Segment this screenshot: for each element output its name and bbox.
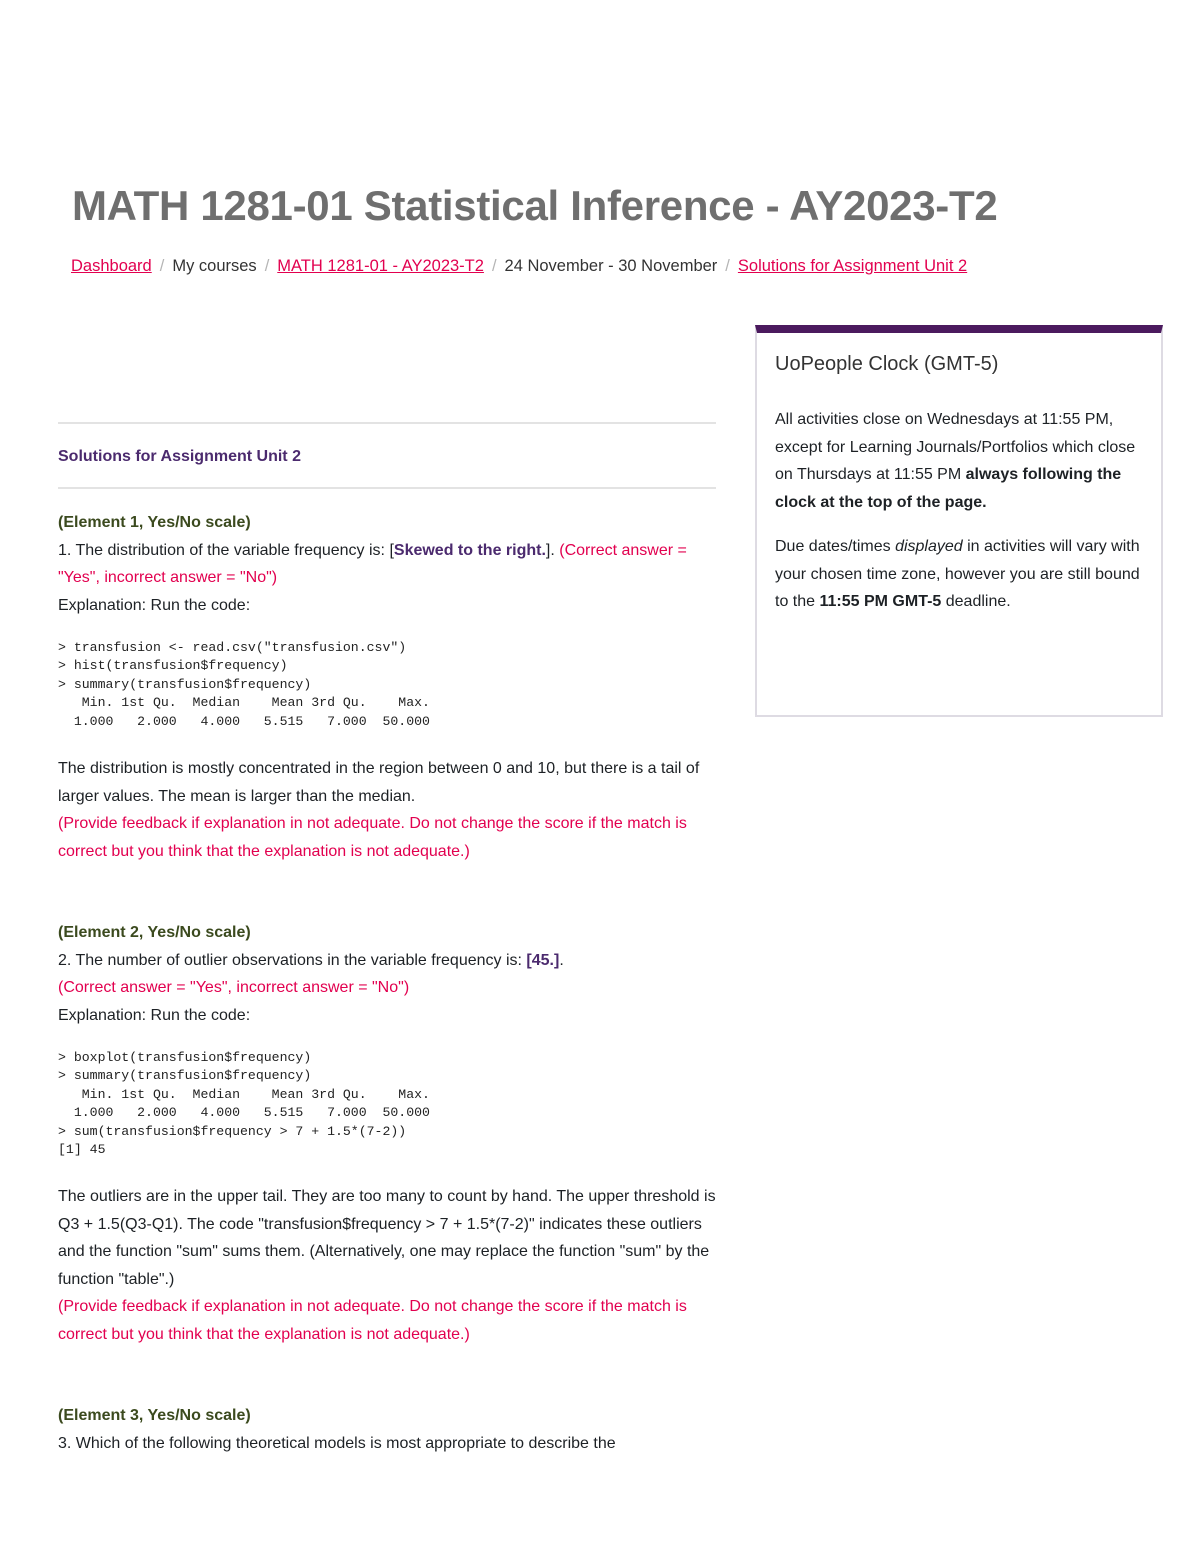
breadcrumb-week: 24 November - 30 November [504, 257, 718, 275]
code-line: > boxplot(transfusion$frequency) [58, 1050, 312, 1066]
clock-deadline-info [775, 406, 1143, 516]
element-3-heading: (Element 3, Yes/No scale) [58, 1407, 251, 1425]
breadcrumb-separator: / [264, 257, 270, 275]
element-3-question: 3. Which of the following theoretical models is most appropriate to describe the [58, 1434, 616, 1452]
code-line: [1] 45 [58, 1142, 106, 1158]
divider [58, 487, 716, 489]
scoring-note: (Correct answer = "Yes", incorrect answer = "No") [58, 541, 687, 586]
clock-timezone-emphasis: displayed [895, 538, 963, 555]
page-title: MATH 1281-01 Statistical Inference - AY2023-T2 [72, 182, 998, 229]
element-1-question [58, 537, 716, 592]
element-1-heading: (Element 1, Yes/No scale) [58, 514, 251, 531]
code-line: > summary(transfusion$frequency) [58, 1068, 312, 1084]
code-line: 1.000 2.000 4.000 5.515 7.000 50.000 [58, 1105, 430, 1121]
answer-text: Skewed to the right. [393, 541, 546, 559]
code-line: > summary(transfusion$frequency) [58, 676, 312, 692]
element-3 [58, 1402, 716, 1457]
breadcrumb-assignment-link[interactable]: Solutions for Assignment Unit 2 [737, 257, 968, 275]
code-line: Min. 1st Qu. Median Mean 3rd Qu. Max. [58, 695, 430, 711]
explanation-text: The distribution is mostly concentrated in the region between 0 and 10, but there is a tail of larger values. The mean is larger than the median. [58, 760, 700, 805]
clock-timezone-text: Due dates/times [775, 538, 896, 555]
clock-deadline-text: All activities close on Wednesdays at 11:55 PM, except for Learning Journals/Portfolios which close on Thursdays at 11:55 PM [775, 411, 1136, 483]
clock-timezone-info [775, 533, 1143, 616]
code-line: > transfusion <- read.csv("transfusion.csv") [58, 640, 407, 655]
element-2 [58, 919, 716, 1348]
breadcrumb-separator: / [491, 257, 497, 275]
section-title: Solutions for Assignment Unit 2 [58, 448, 301, 465]
question-text-suffix: . [559, 951, 564, 969]
main-content [58, 422, 716, 1457]
question-text: 1. The distribution of the variable frequency is: [ [58, 541, 394, 559]
code-line: 1.000 2.000 4.000 5.515 7.000 50.000 [58, 713, 430, 729]
clock-deadline-time: 11:55 PM GMT-5 [819, 593, 942, 610]
breadcrumb-my-courses: My courses [172, 257, 257, 275]
clock-timezone-text-2: in activities will vary with your chosen time zone, however you are still bound to the [775, 538, 1140, 610]
clock-timezone-text-3: deadline. [941, 593, 1011, 610]
breadcrumb-course-link[interactable]: MATH 1281-01 - AY2023-T2 [277, 257, 484, 275]
element-2-heading: (Element 2, Yes/No scale) [58, 924, 251, 942]
code-line: Min. 1st Qu. Median Mean 3rd Qu. Max. [58, 1086, 430, 1102]
code-line: > sum(transfusion$frequency > 7 + 1.5*(7-2)) [58, 1123, 407, 1139]
answer-text: [45.] [526, 951, 560, 969]
explanation-text: The outliers are in the upper tail. They are too many to count by hand. The upper threshold is Q3 + 1.5(Q3-Q1). The code "transfusion$frequency > 7 + 1.5*(7-2)" indicates these outliers and the function "sum" sums them. (Alternatively, one may replace the function "sum" by the function "table".) [58, 1188, 716, 1288]
code-block [58, 639, 716, 731]
feedback-note: (Provide feedback if explanation in not adequate. Do not change the score if the match is correct but you think that the explanation is not adequate.) [58, 1298, 687, 1343]
explanation-label: Explanation: Run the code: [58, 596, 251, 614]
question-text-suffix: ]. [545, 541, 560, 559]
breadcrumb [71, 257, 967, 276]
clock-title: UoPeople Clock (GMT-5) [775, 353, 999, 375]
clock-deadline-emphasis: always following the clock at the top of the page. [775, 466, 1122, 511]
code-block [58, 1049, 716, 1159]
explanation-label: Explanation: Run the code: [58, 1006, 251, 1024]
question-text: 2. The number of outlier observations in the variable frequency is: [58, 951, 527, 969]
uopeople-clock-block [755, 325, 1163, 717]
feedback-note: (Provide feedback if explanation in not adequate. Do not change the score if the match is correct but you think that the explanation is not adequate.) [58, 815, 687, 860]
scoring-note: (Correct answer = "Yes", incorrect answer = "No") [58, 979, 410, 997]
breadcrumb-dashboard-link[interactable]: Dashboard [71, 257, 152, 275]
code-line: > hist(transfusion$frequency) [58, 658, 288, 674]
breadcrumb-separator: / [159, 257, 165, 275]
element-2-question [58, 947, 716, 975]
breadcrumb-separator: / [725, 257, 730, 275]
element-1 [58, 509, 716, 865]
